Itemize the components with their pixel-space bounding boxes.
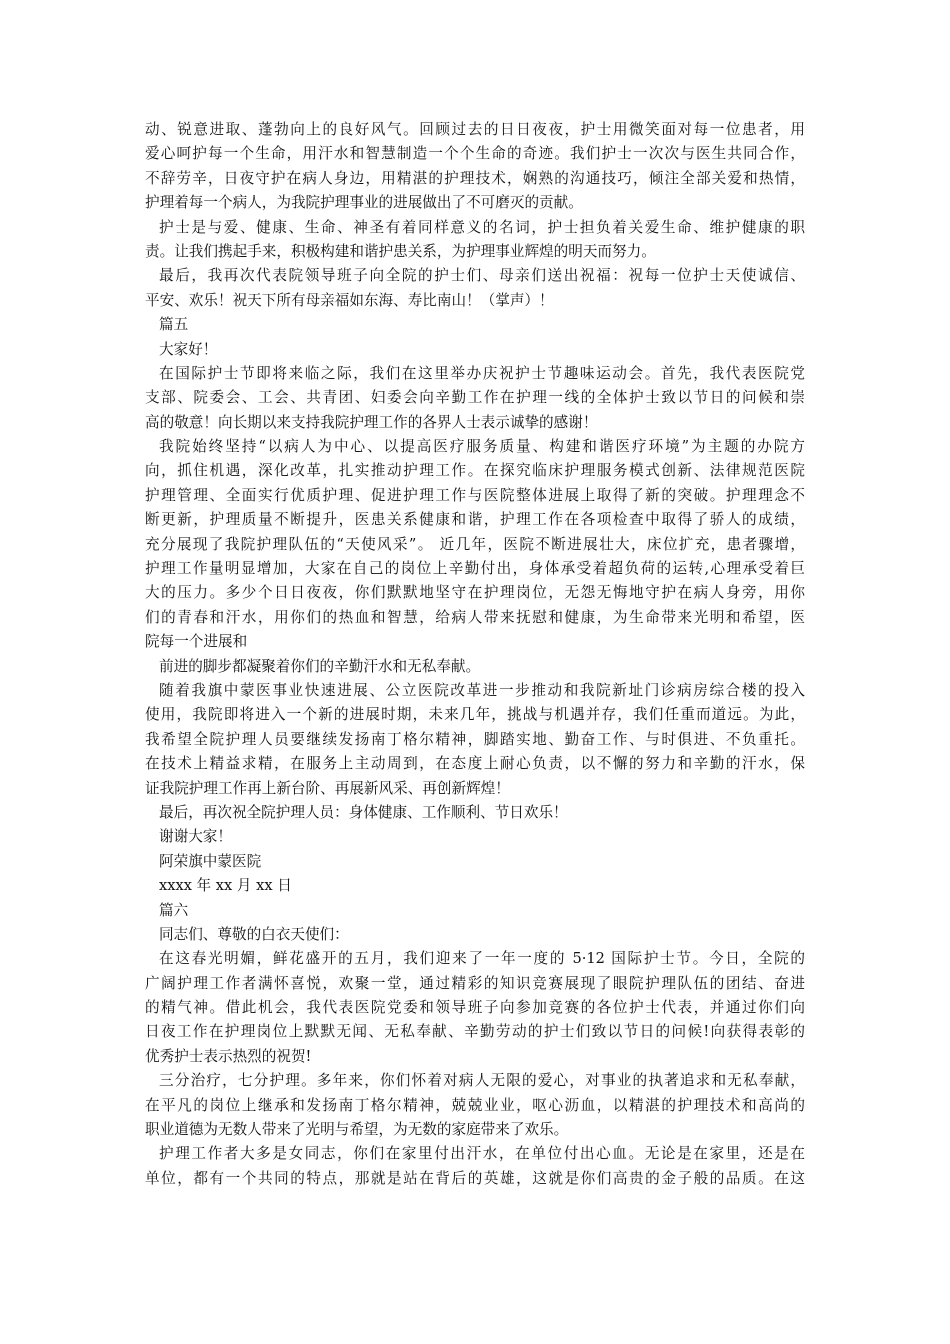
text-line: 随着我旗中蒙医事业快速进展、公立医院改革进一步推动和我院新址门诊病房综合楼的投入 (159, 681, 805, 699)
text-line: 断更新，护理质量不断提升，医患关系健康和谐，护理工作在各项检查中取得了骄人的成绩， (145, 511, 805, 529)
text-line: 平安、欢乐！祝天下所有母亲福如东海、寿比南山！（掌声）！ (145, 291, 554, 309)
text-line: 优秀护士表示热烈的祝贺! (145, 1047, 312, 1065)
text-line: 最后，我再次代表院领导班子向全院的护士们、母亲们送出祝福：祝每一位护士天使诚信、 (159, 267, 805, 285)
text-line: 们的青春和汗水，用你们的热血和智慧，给病人带来抚慰和健康，为生命带来光明和希望，医 (145, 608, 805, 626)
text-line: 最后，再次祝全院护理人员：身体健康、工作顺利、节日欢乐！ (159, 803, 568, 821)
text-line: 院每一个进展和 (145, 633, 248, 651)
text-line: 爱心呵护每一个生命，用汗水和智慧制造一个个生命的奇迹。我们护士一次次与医生共同合作， (145, 145, 805, 163)
text-line: 我希望全院护理人员要继续发扬南丁格尔精神，脚踏实地、勤奋工作、与时俱进、不负重托。 (145, 730, 805, 748)
text-line: 我院始终坚持“以病人为中心、以提高医疗服务质量、构建和谐医疗环境”为主题的办院方 (159, 438, 805, 456)
text-line: 高的敬意！向长期以来支持我院护理工作的各界人士表示诚挚的感谢！ (145, 413, 598, 431)
text-line: 在这春光明媚，鲜花盛开的五月，我们迎来了一年一度的 5·12 国际护士节。今日，全院的 (159, 950, 805, 968)
text-line: 职业道德为无数人带来了光明与希望，为无数的家庭带来了欢乐。 (145, 1121, 569, 1139)
text-line: 在技术上精益求精，在服务上主动周到，在态度上耐心负责，以不懈的努力和辛勤的汗水，保 (145, 755, 805, 773)
text-line: 广阔护理工作者满怀喜悦，欢聚一堂，通过精彩的知识竞赛展现了眼院护理队伍的团结、奋进 (145, 974, 805, 992)
text-line: 同志们、尊敬的白衣天使们： (159, 925, 349, 943)
text-line: 护理管理、全面实行优质护理、促进护理工作与医院整体进展上取得了新的突破。护理理念不 (145, 486, 805, 504)
text-line: 谢谢大家！ (159, 828, 232, 846)
text-line: 使用，我院即将进入一个新的进展时期，未来几年，挑战与机遇并存，我们任重而道远。为此， (145, 706, 805, 724)
text-line: 护理着每一个病人，为我院护理事业的进展做出了不可磨灭的贡献。 (145, 194, 583, 212)
text-line: 在平凡的岗位上继承和发扬南丁格尔精神，兢兢业业，呕心沥血，以精湛的护理技术和高尚的 (145, 1096, 805, 1114)
text-line: 责。让我们携起手来，积极构建和谐护患关系，为护理事业辉煌的明天而努力。 (145, 242, 656, 260)
text-line: 大的压力。多少个日日夜夜，你们默默地坚守在护理岗位，无怨无悔地守护在病人身旁，用你 (145, 584, 805, 602)
text-line: 支部、院委会、工会、共青团、妇委会向辛勤工作在护理一线的全体护士致以节日的问候和崇 (145, 389, 805, 407)
text-line: 护理工作量明显增加，大家在自己的岗位上辛勤付出，身体承受着超负荷的运转,心理承受着巨 (145, 560, 805, 578)
text-line: 日夜工作在护理岗位上默默无闻、无私奉献、辛勤劳动的护士们致以节日的问候!向获得表彰的 (145, 1023, 805, 1041)
text-line: 三分治疗，七分护理。多年来，你们怀着对病人无限的爱心，对事业的执著追求和无私奉献， (159, 1072, 805, 1090)
text-line: 向，抓住机遇，深化改革，扎实推动护理工作。在探究临床护理服务模式创新、法律规范医院 (145, 462, 805, 480)
text-line: 在国际护士节即将来临之际，我们在这里举办庆祝护士节趣味运动会。首先，我代表医院党 (159, 364, 805, 382)
text-line: xxxx 年 xx 月 xx 日 (159, 877, 292, 895)
text-line: 前进的脚步都凝聚着你们的辛勤汗水和无私奉献。 (159, 657, 481, 675)
text-line: 篇六 (159, 901, 189, 919)
document-page (145, 118, 805, 1191)
text-line: 篇五 (159, 316, 189, 334)
text-line: 不辞劳辛，日夜守护在病人身边，用精湛的护理技术，娴熟的沟通技巧，倾注全部关爱和热情， (145, 169, 805, 187)
text-line: 护理工作者大多是女同志，你们在家里付出汗水，在单位付出心血。无论是在家里，还是在 (159, 1145, 805, 1163)
text-line: 证我院护理工作再上新台阶、再展新风采、再创新辉煌！ (145, 779, 510, 797)
text-line: 单位，都有一个共同的特点，那就是站在背后的英雄，这就是你们高贵的金子般的品质。在这 (145, 1169, 805, 1187)
text-line: 充分展现了我院护理队伍的“天使风采”。 近几年，医院不断进展壮大，床位扩充，患者骤增， (145, 535, 805, 553)
text-line: 大家好！ (159, 340, 218, 358)
text-line: 护士是与爱、健康、生命、神圣有着同样意义的名词，护士担负着关爱生命、维护健康的职 (159, 218, 805, 236)
text-line: 动、锐意进取、蓬勃向上的良好风气。回顾过去的日日夜夜，护士用微笑面对每一位患者，用 (145, 121, 805, 138)
text-line: 阿荣旗中蒙医院 (159, 852, 262, 870)
text-line: 的精气神。借此机会，我代表医院党委和领导班子向参加竞赛的各位护士代表，并通过你们向 (145, 999, 805, 1017)
